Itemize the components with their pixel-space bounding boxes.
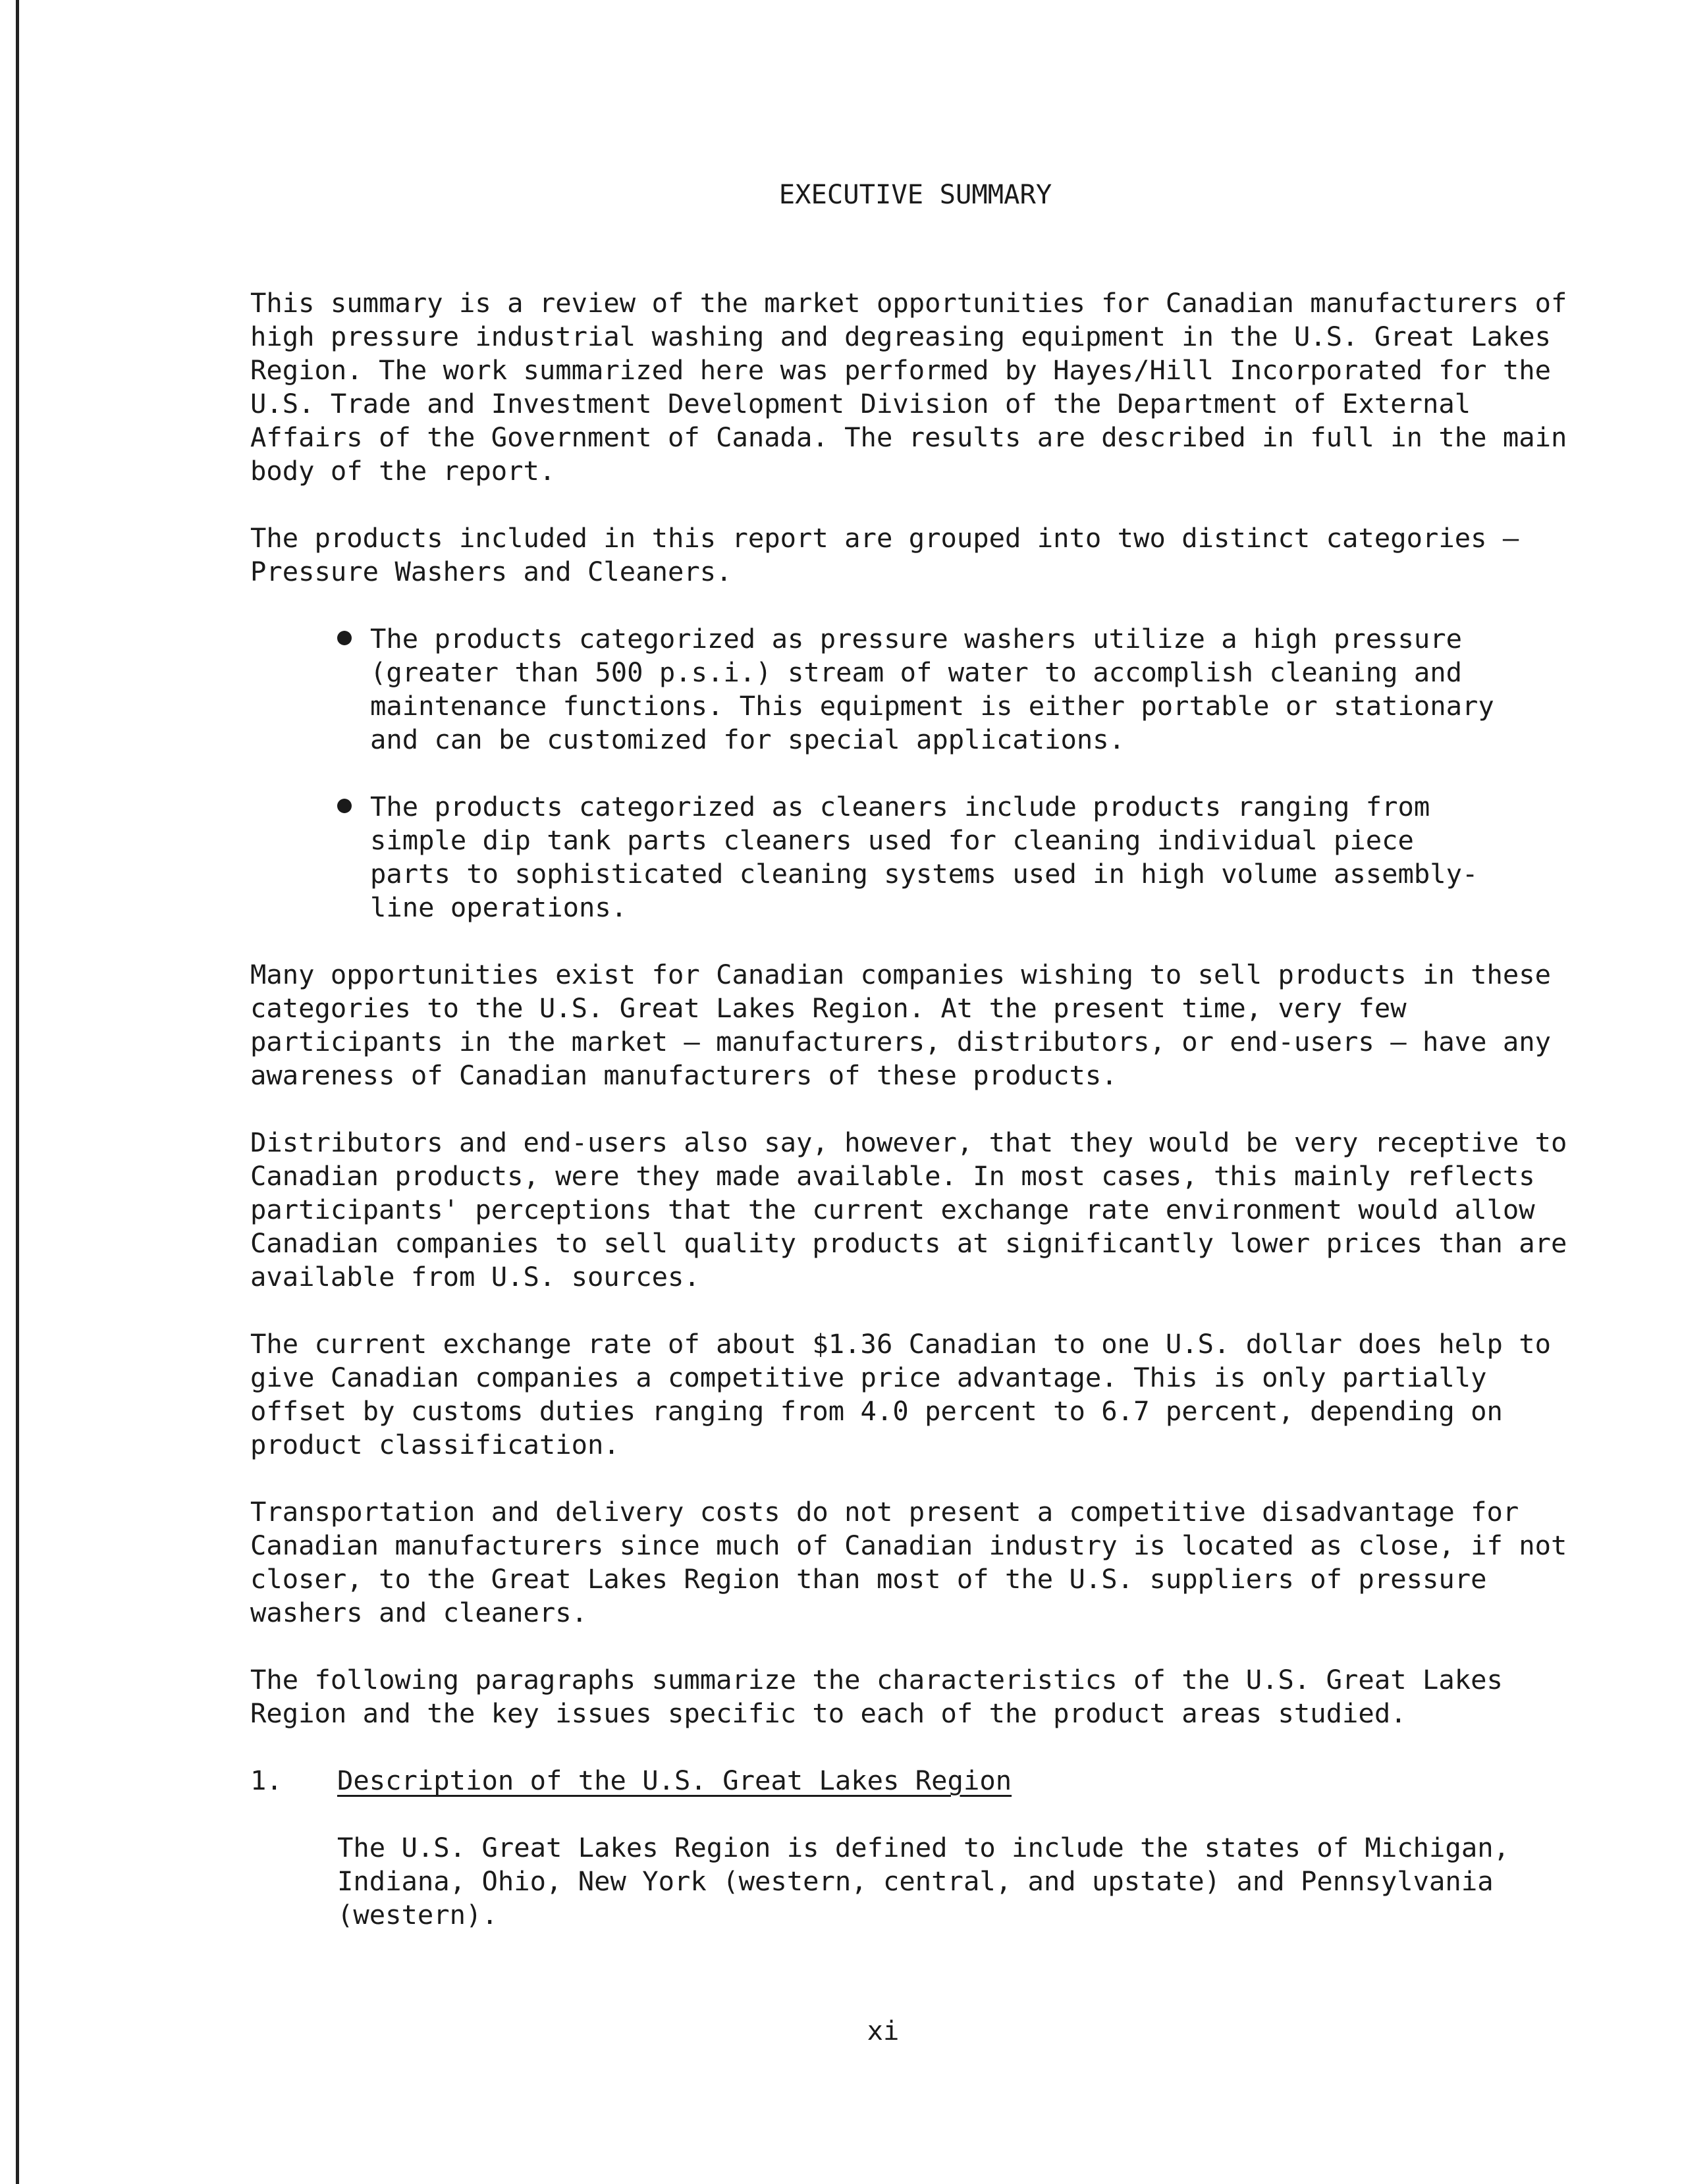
- scan-edge-line: [16, 0, 19, 2184]
- section-heading: Description of the U.S. Great Lakes Region: [337, 1765, 1012, 1796]
- document-page: [250, 178, 1581, 1965]
- bullet-item-pressure-washers: [370, 622, 1581, 757]
- following-paragraph: The following paragraphs summarize the characteristics of the U.S. Great Lakes Region and the key issues specific to each of the product areas studied.: [250, 1664, 1503, 1729]
- section-body: The U.S. Great Lakes Region is defined to include the states of Michigan, Indiana, Ohio, New York (western, central, and upstate) and Pennsylvania (western).: [337, 1832, 1509, 1931]
- bullet-dot-icon: [337, 631, 352, 645]
- receptiveness-paragraph: Distributors and end-users also say, however, that they would be very receptive to Canadian products, were they made available. In most cases, this mainly reflects participants' perceptions that the current exchange rate environment would allow Canadian companies to sell quality products at significantly lower prices than are available from U.S. sources.: [250, 1127, 1567, 1292]
- bullet-item-cleaners: [370, 790, 1581, 924]
- section-great-lakes-region: [250, 1764, 1581, 1798]
- transportation-paragraph: Transportation and delivery costs do not present a competitive disadvantage for Canadian manufacturers since much of Canadian industry is located as close, if not closer, to the Great Lakes Region than most of the U.S. suppliers of pressure washers and cleaners.: [250, 1496, 1567, 1628]
- page-title: EXECUTIVE SUMMARY: [778, 178, 1052, 210]
- section-number: 1.: [250, 1765, 283, 1796]
- bullet-dot-icon: [337, 799, 352, 813]
- intro-paragraph: This summary is a review of the market opportunities for Canadian manufacturers of high pressure industrial washing and degreasing equipment in the U.S. Great Lakes Region. The work summarized here was performed by Hayes/Hill Incorporated for the U.S. Trade and Investment Development Division of the Department of External Affairs of the Government of Canada. The results are described in full in the main body of the report.: [250, 287, 1567, 487]
- page-number: xi: [867, 2015, 900, 2046]
- categories-paragraph: The products included in this report are grouped into two distinct categories — Pressure Washers and Cleaners.: [250, 522, 1519, 587]
- bullet-text: The products categorized as pressure washers utilize a high pressure (greater than 500 p.s.i.) stream of water to accomplish cleaning and maintenance functions. This equipment is either portable or stationary and can be customized for special applications.: [370, 623, 1494, 755]
- exchange-rate-paragraph: The current exchange rate of about $1.36 Canadian to one U.S. dollar does help to give Canadian companies a competitive price advantage. This is only partially offset by customs duties ranging from 4.0 percent to 6.7 percent, depending on product classification.: [250, 1328, 1552, 1460]
- bullet-text: The products categorized as cleaners include products ranging from simple dip tank parts cleaners used for cleaning individual piece parts to sophisticated cleaning systems used in high volume assembly-line operations.: [370, 791, 1478, 923]
- category-bullet-list: [250, 622, 1581, 924]
- opportunities-paragraph: Many opportunities exist for Canadian companies wishing to sell products in these categories to the U.S. Great Lakes Region. At the present time, very few participants in the market — manufacturers, distributors, or end-users — have any awareness of Canadian manufacturers of these products.: [250, 959, 1552, 1091]
